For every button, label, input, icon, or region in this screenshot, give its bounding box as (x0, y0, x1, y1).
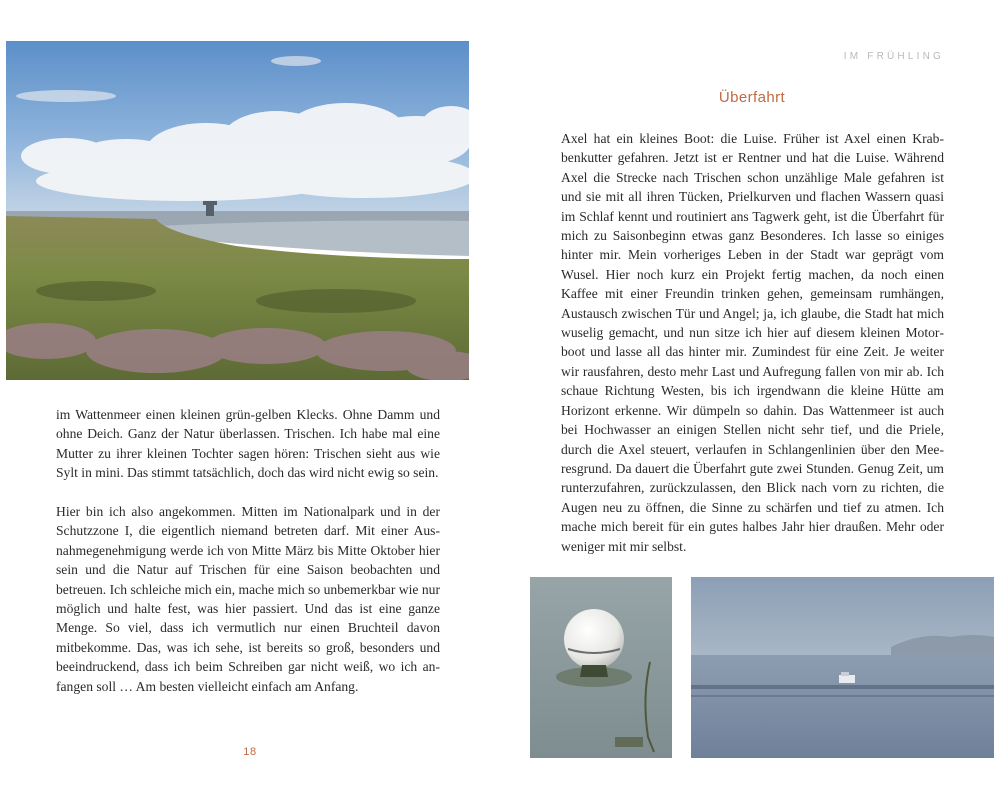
salt-marsh-illustration (6, 41, 469, 380)
wadden-sea-illustration (691, 577, 994, 758)
chapter-title: Überfahrt (718, 89, 786, 106)
running-head: IM FRÜHLING (843, 51, 944, 62)
paragraph-2: Hier bin ich also angekommen. Mitten im Nationalpark und in der Schutzzone I, die eigentlich niemand betreten darf. Mit einer Ausnahmegenehmigung werde ich von Mitte März bis Mitte Oktober hier sein und die Natur auf Trischen für eine Saison beobachten und betreuen. Ich schleiche mich ein, mache mich so unbemerkbar wie nur möglich und halte fest, was hier passiert. Und das ist eine ganze Menge. So viel, dass ich vermutlich nur einen Bruchteil davon mitbekomme. Das, was ich sehe, ist bereits so groß, besonders und beeindruckend, dass ich beim Schreiben gar nicht weiß, wo ich anfangen soll … Am besten vielleicht einfach am Anfang. (56, 504, 440, 694)
right-body-text (561, 129, 944, 556)
photo-salt-marsh-landscape (6, 41, 469, 380)
buoy-illustration (530, 577, 672, 758)
paragraph-ueberfahrt: Axel hat ein kleines Boot: die Luise. Früher ist Axel einen Krabbenkutter gefahren. Jetzt ist er Rentner und hat die Luise. Während Axel die Strecke nach Trischen schon unzählige Male gefahren ist und sie mit all ihren Tücken, Prielkurven und flachen Wassern quasi im Schlaf kennt und routiniert ans Tagwerk geht, ist die Überfahrt für mich zu Saisonbeginn etwas ganz Besonderes. Ich lasse so einiges hinter mir. Mein vorheriges Leben in der Stadt war geprägt vom Wusel. Hier noch kurz ein Projekt fertig machen, da noch einen Kaffee mit einer Freundin trinken gehen, gemeinsam rumhängen, Austausch zwischen Tür und Angel; ja, ich glaube, die Stadt hat mich wuselig gemacht, und nun sitze ich hier auf diesem kleinen Motorboot und lasse all das hinter mir. Zumindest für eine Zeit. Je weiter wir rausfahren, desto mehr Last und Aufregung fallen von mir ab. Ich schaue Richtung Westen, bis ich irgendwann die kleine Hütte am Horizont erkenne. Wir dümpeln so dahin. Das Wattenmeer ist auch bei Hochwasser an einigen Stellen nicht sehr tief, und die Priele, durch die Axel steuert, verlaufen in Schlangenlinien über den Meeresgrund. Da dauert die Überfahrt gute zwei Stunden. Genug Zeit, um runterzufahren, zurückzulassen, den Blick nach vorn zu richten, die Augen neu zu öffnen, die Sinne zu schärfen und tief zu atmen. Ich mache mich bereit für ein gutes halbes Jahr hier draußen. Mehr oder weniger mit mir selbst. (561, 131, 944, 554)
photo-buoy (530, 577, 672, 758)
photo-wadden-sea-boat (691, 577, 994, 758)
left-body-text (56, 405, 440, 696)
page-number: 18 (243, 746, 257, 758)
paragraph-1: im Wattenmeer einen kleinen grün-gelben Klecks. Ohne Damm und ohne Deich. Ganz der Natur überlassen. Trischen. Ich habe mal eine Mutter zu ihrer kleinen Tochter sagen hören: Trischen sieht aus wie Sylt in mini. Das stimmt tatsächlich, doch das wird nicht ewig so sein. (56, 407, 440, 481)
